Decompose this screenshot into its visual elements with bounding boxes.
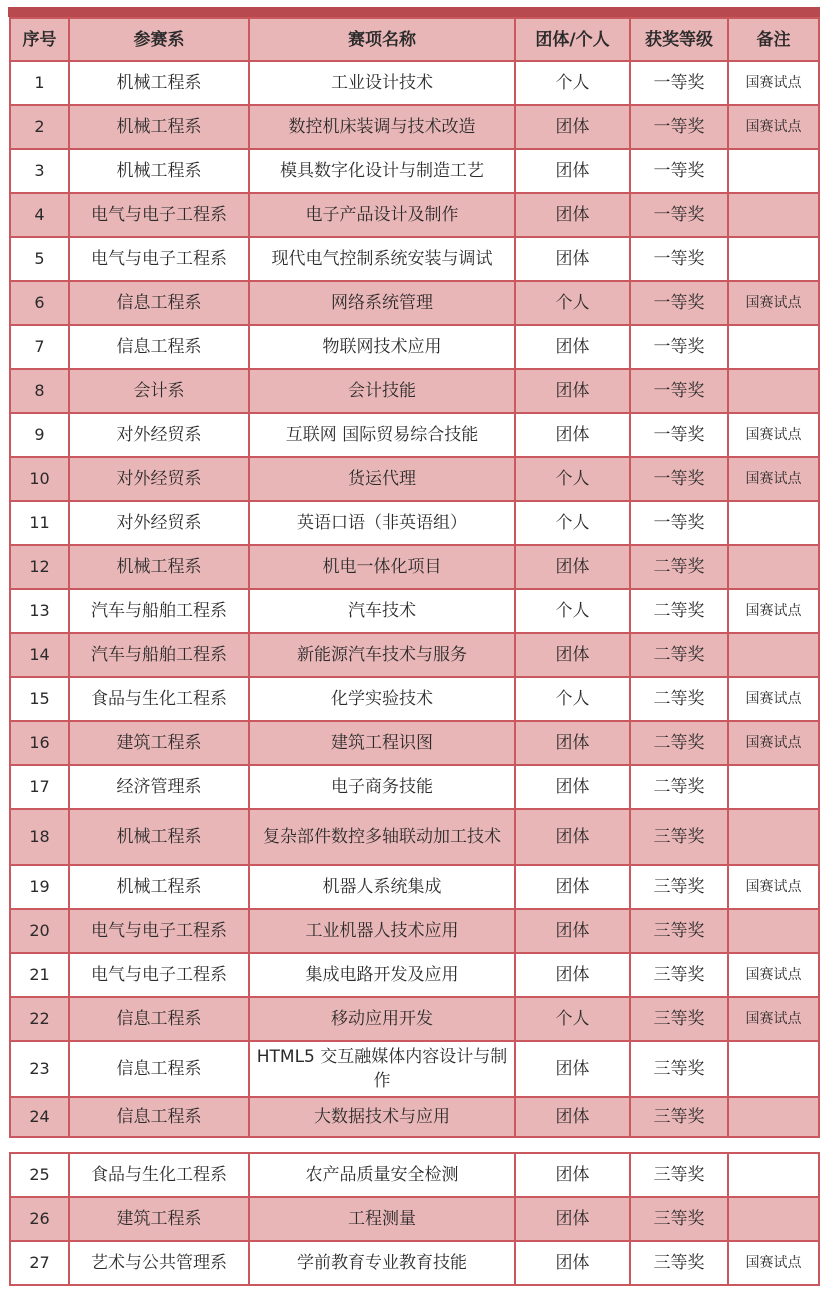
cell-event: 电子商务技能: [249, 765, 515, 809]
table-row: [10, 809, 819, 865]
cell-department: 食品与生化工程系: [69, 1153, 249, 1197]
cell-event: 网络系统管理: [249, 281, 515, 325]
cell-department: 信息工程系: [69, 1097, 249, 1137]
header-type: 团体/个人: [515, 18, 630, 61]
cell-seq: 13: [10, 589, 69, 633]
cell-award: 一等奖: [630, 369, 728, 413]
cell-note: 国赛试点: [728, 1241, 819, 1285]
cell-award: 二等奖: [630, 545, 728, 589]
cell-type: 团体: [515, 105, 630, 149]
cell-award: 一等奖: [630, 61, 728, 105]
cell-note: 国赛试点: [728, 61, 819, 105]
cell-seq: 7: [10, 325, 69, 369]
cell-type: 团体: [515, 721, 630, 765]
cell-type: 个人: [515, 61, 630, 105]
cell-award: 三等奖: [630, 997, 728, 1041]
cell-seq: 2: [10, 105, 69, 149]
cell-award: 一等奖: [630, 193, 728, 237]
cell-seq: 19: [10, 865, 69, 909]
table-row: [10, 765, 819, 809]
table-header-row: [10, 18, 819, 61]
cell-department: 会计系: [69, 369, 249, 413]
table-row: [10, 677, 819, 721]
cell-award: 三等奖: [630, 1153, 728, 1197]
cell-seq: 22: [10, 997, 69, 1041]
table-row: [10, 413, 819, 457]
table-top-bar: [8, 7, 820, 17]
cell-type: 个人: [515, 281, 630, 325]
cell-event: 机器人系统集成: [249, 865, 515, 909]
cell-seq: 18: [10, 809, 69, 865]
cell-type: 团体: [515, 1097, 630, 1137]
cell-award: 三等奖: [630, 1197, 728, 1241]
cell-seq: 20: [10, 909, 69, 953]
table-row: [10, 457, 819, 501]
cell-event: 互联网 国际贸易综合技能: [249, 413, 515, 457]
cell-seq: 26: [10, 1197, 69, 1241]
cell-event: 农产品质量安全检测: [249, 1153, 515, 1197]
table-row: [10, 589, 819, 633]
header-note: 备注: [728, 18, 819, 61]
cell-department: 经济管理系: [69, 765, 249, 809]
cell-note: 国赛试点: [728, 105, 819, 149]
cell-note: [728, 809, 819, 865]
cell-seq: 8: [10, 369, 69, 413]
cell-seq: 11: [10, 501, 69, 545]
cell-type: 个人: [515, 997, 630, 1041]
cell-type: 团体: [515, 765, 630, 809]
cell-note: [728, 1197, 819, 1241]
cell-seq: 4: [10, 193, 69, 237]
cell-note: [728, 193, 819, 237]
cell-seq: 6: [10, 281, 69, 325]
cell-event: 会计技能: [249, 369, 515, 413]
cell-event: HTML5 交互融媒体内容设计与制作: [249, 1041, 515, 1097]
cell-award: 三等奖: [630, 1097, 728, 1137]
awards-table: [9, 17, 820, 1138]
cell-award: 一等奖: [630, 457, 728, 501]
cell-seq: 27: [10, 1241, 69, 1285]
cell-note: [728, 1041, 819, 1097]
cell-department: 信息工程系: [69, 997, 249, 1041]
cell-note: 国赛试点: [728, 281, 819, 325]
cell-event: 电子产品设计及制作: [249, 193, 515, 237]
cell-award: 一等奖: [630, 325, 728, 369]
cell-event: 化学实验技术: [249, 677, 515, 721]
table-row: [10, 61, 819, 105]
cell-seq: 21: [10, 953, 69, 997]
cell-department: 建筑工程系: [69, 1197, 249, 1241]
table-row: [10, 281, 819, 325]
cell-type: 团体: [515, 369, 630, 413]
cell-award: 三等奖: [630, 809, 728, 865]
table-row: [10, 325, 819, 369]
cell-seq: 1: [10, 61, 69, 105]
table-row: [10, 237, 819, 281]
header-department: 参赛系: [69, 18, 249, 61]
cell-award: 三等奖: [630, 953, 728, 997]
cell-seq: 10: [10, 457, 69, 501]
cell-note: 国赛试点: [728, 721, 819, 765]
table-row: [10, 149, 819, 193]
cell-seq: 17: [10, 765, 69, 809]
cell-department: 信息工程系: [69, 1041, 249, 1097]
cell-type: 团体: [515, 865, 630, 909]
cell-event: 新能源汽车技术与服务: [249, 633, 515, 677]
cell-event: 工业机器人技术应用: [249, 909, 515, 953]
cell-seq: 5: [10, 237, 69, 281]
cell-seq: 9: [10, 413, 69, 457]
cell-award: 三等奖: [630, 865, 728, 909]
cell-event: 工业设计技术: [249, 61, 515, 105]
cell-type: 团体: [515, 1041, 630, 1097]
cell-event: 集成电路开发及应用: [249, 953, 515, 997]
cell-award: 一等奖: [630, 501, 728, 545]
cell-department: 对外经贸系: [69, 413, 249, 457]
cell-note: 国赛试点: [728, 457, 819, 501]
cell-type: 个人: [515, 501, 630, 545]
cell-department: 艺术与公共管理系: [69, 1241, 249, 1285]
cell-note: [728, 909, 819, 953]
cell-note: [728, 1153, 819, 1197]
table-row: [10, 953, 819, 997]
table-row: [10, 545, 819, 589]
table-break: [8, 1143, 820, 1152]
cell-award: 二等奖: [630, 677, 728, 721]
cell-department: 汽车与船舶工程系: [69, 589, 249, 633]
table-row: [10, 501, 819, 545]
table-row: [10, 909, 819, 953]
cell-department: 信息工程系: [69, 281, 249, 325]
cell-department: 食品与生化工程系: [69, 677, 249, 721]
table-row: [10, 1041, 819, 1097]
cell-seq: 23: [10, 1041, 69, 1097]
cell-note: [728, 501, 819, 545]
cell-note: [728, 545, 819, 589]
cell-event: 货运代理: [249, 457, 515, 501]
cell-department: 汽车与船舶工程系: [69, 633, 249, 677]
cell-event: 学前教育专业教育技能: [249, 1241, 515, 1285]
cell-department: 机械工程系: [69, 809, 249, 865]
cell-event: 移动应用开发: [249, 997, 515, 1041]
cell-note: 国赛试点: [728, 677, 819, 721]
table-row: [10, 721, 819, 765]
cell-department: 对外经贸系: [69, 457, 249, 501]
cell-department: 建筑工程系: [69, 721, 249, 765]
cell-type: 团体: [515, 237, 630, 281]
cell-seq: 15: [10, 677, 69, 721]
cell-department: 机械工程系: [69, 149, 249, 193]
cell-event: 现代电气控制系统安装与调试: [249, 237, 515, 281]
cell-event: 建筑工程识图: [249, 721, 515, 765]
cell-award: 三等奖: [630, 1041, 728, 1097]
cell-type: 团体: [515, 809, 630, 865]
cell-event: 工程测量: [249, 1197, 515, 1241]
cell-type: 个人: [515, 677, 630, 721]
cell-award: 三等奖: [630, 1241, 728, 1285]
cell-event: 大数据技术与应用: [249, 1097, 515, 1137]
cell-note: 国赛试点: [728, 413, 819, 457]
cell-department: 信息工程系: [69, 325, 249, 369]
cell-event: 数控机床装调与技术改造: [249, 105, 515, 149]
cell-note: [728, 369, 819, 413]
cell-award: 一等奖: [630, 149, 728, 193]
cell-type: 团体: [515, 545, 630, 589]
cell-note: [728, 1097, 819, 1137]
cell-seq: 16: [10, 721, 69, 765]
cell-award: 二等奖: [630, 721, 728, 765]
table-row: [10, 369, 819, 413]
cell-type: 个人: [515, 589, 630, 633]
cell-award: 一等奖: [630, 105, 728, 149]
table-row: [10, 633, 819, 677]
cell-award: 一等奖: [630, 281, 728, 325]
cell-note: 国赛试点: [728, 997, 819, 1041]
cell-note: [728, 633, 819, 677]
cell-type: 团体: [515, 909, 630, 953]
cell-department: 电气与电子工程系: [69, 193, 249, 237]
cell-note: 国赛试点: [728, 953, 819, 997]
cell-note: 国赛试点: [728, 589, 819, 633]
cell-seq: 3: [10, 149, 69, 193]
cell-award: 一等奖: [630, 237, 728, 281]
cell-seq: 25: [10, 1153, 69, 1197]
cell-type: 团体: [515, 953, 630, 997]
cell-award: 二等奖: [630, 589, 728, 633]
cell-note: 国赛试点: [728, 865, 819, 909]
table-row: [10, 1241, 819, 1285]
cell-award: 一等奖: [630, 413, 728, 457]
cell-department: 机械工程系: [69, 105, 249, 149]
cell-department: 机械工程系: [69, 865, 249, 909]
cell-note: [728, 765, 819, 809]
cell-note: [728, 325, 819, 369]
cell-department: 对外经贸系: [69, 501, 249, 545]
cell-department: 电气与电子工程系: [69, 237, 249, 281]
cell-department: 机械工程系: [69, 61, 249, 105]
cell-event: 复杂部件数控多轴联动加工技术: [249, 809, 515, 865]
cell-type: 团体: [515, 193, 630, 237]
table-row: [10, 193, 819, 237]
table-row: [10, 1153, 819, 1197]
cell-seq: 12: [10, 545, 69, 589]
cell-event: 汽车技术: [249, 589, 515, 633]
cell-award: 三等奖: [630, 909, 728, 953]
table-row: [10, 1097, 819, 1137]
cell-event: 物联网技术应用: [249, 325, 515, 369]
cell-event: 英语口语（非英语组）: [249, 501, 515, 545]
table-row: [10, 865, 819, 909]
cell-note: [728, 237, 819, 281]
cell-type: 团体: [515, 149, 630, 193]
cell-department: 电气与电子工程系: [69, 953, 249, 997]
cell-type: 个人: [515, 457, 630, 501]
cell-event: 机电一体化项目: [249, 545, 515, 589]
cell-award: 二等奖: [630, 633, 728, 677]
cell-seq: 24: [10, 1097, 69, 1137]
cell-type: 团体: [515, 325, 630, 369]
cell-type: 团体: [515, 413, 630, 457]
cell-seq: 14: [10, 633, 69, 677]
cell-type: 团体: [515, 633, 630, 677]
cell-event: 模具数字化设计与制造工艺: [249, 149, 515, 193]
cell-type: 团体: [515, 1241, 630, 1285]
cell-type: 团体: [515, 1153, 630, 1197]
header-seq: 序号: [10, 18, 69, 61]
header-event: 赛项名称: [249, 18, 515, 61]
awards-table-continued: [9, 1152, 820, 1286]
cell-award: 二等奖: [630, 765, 728, 809]
cell-department: 机械工程系: [69, 545, 249, 589]
cell-department: 电气与电子工程系: [69, 909, 249, 953]
cell-type: 团体: [515, 1197, 630, 1241]
table-row: [10, 1197, 819, 1241]
header-award: 获奖等级: [630, 18, 728, 61]
table-row: [10, 105, 819, 149]
cell-note: [728, 149, 819, 193]
table-row: [10, 997, 819, 1041]
